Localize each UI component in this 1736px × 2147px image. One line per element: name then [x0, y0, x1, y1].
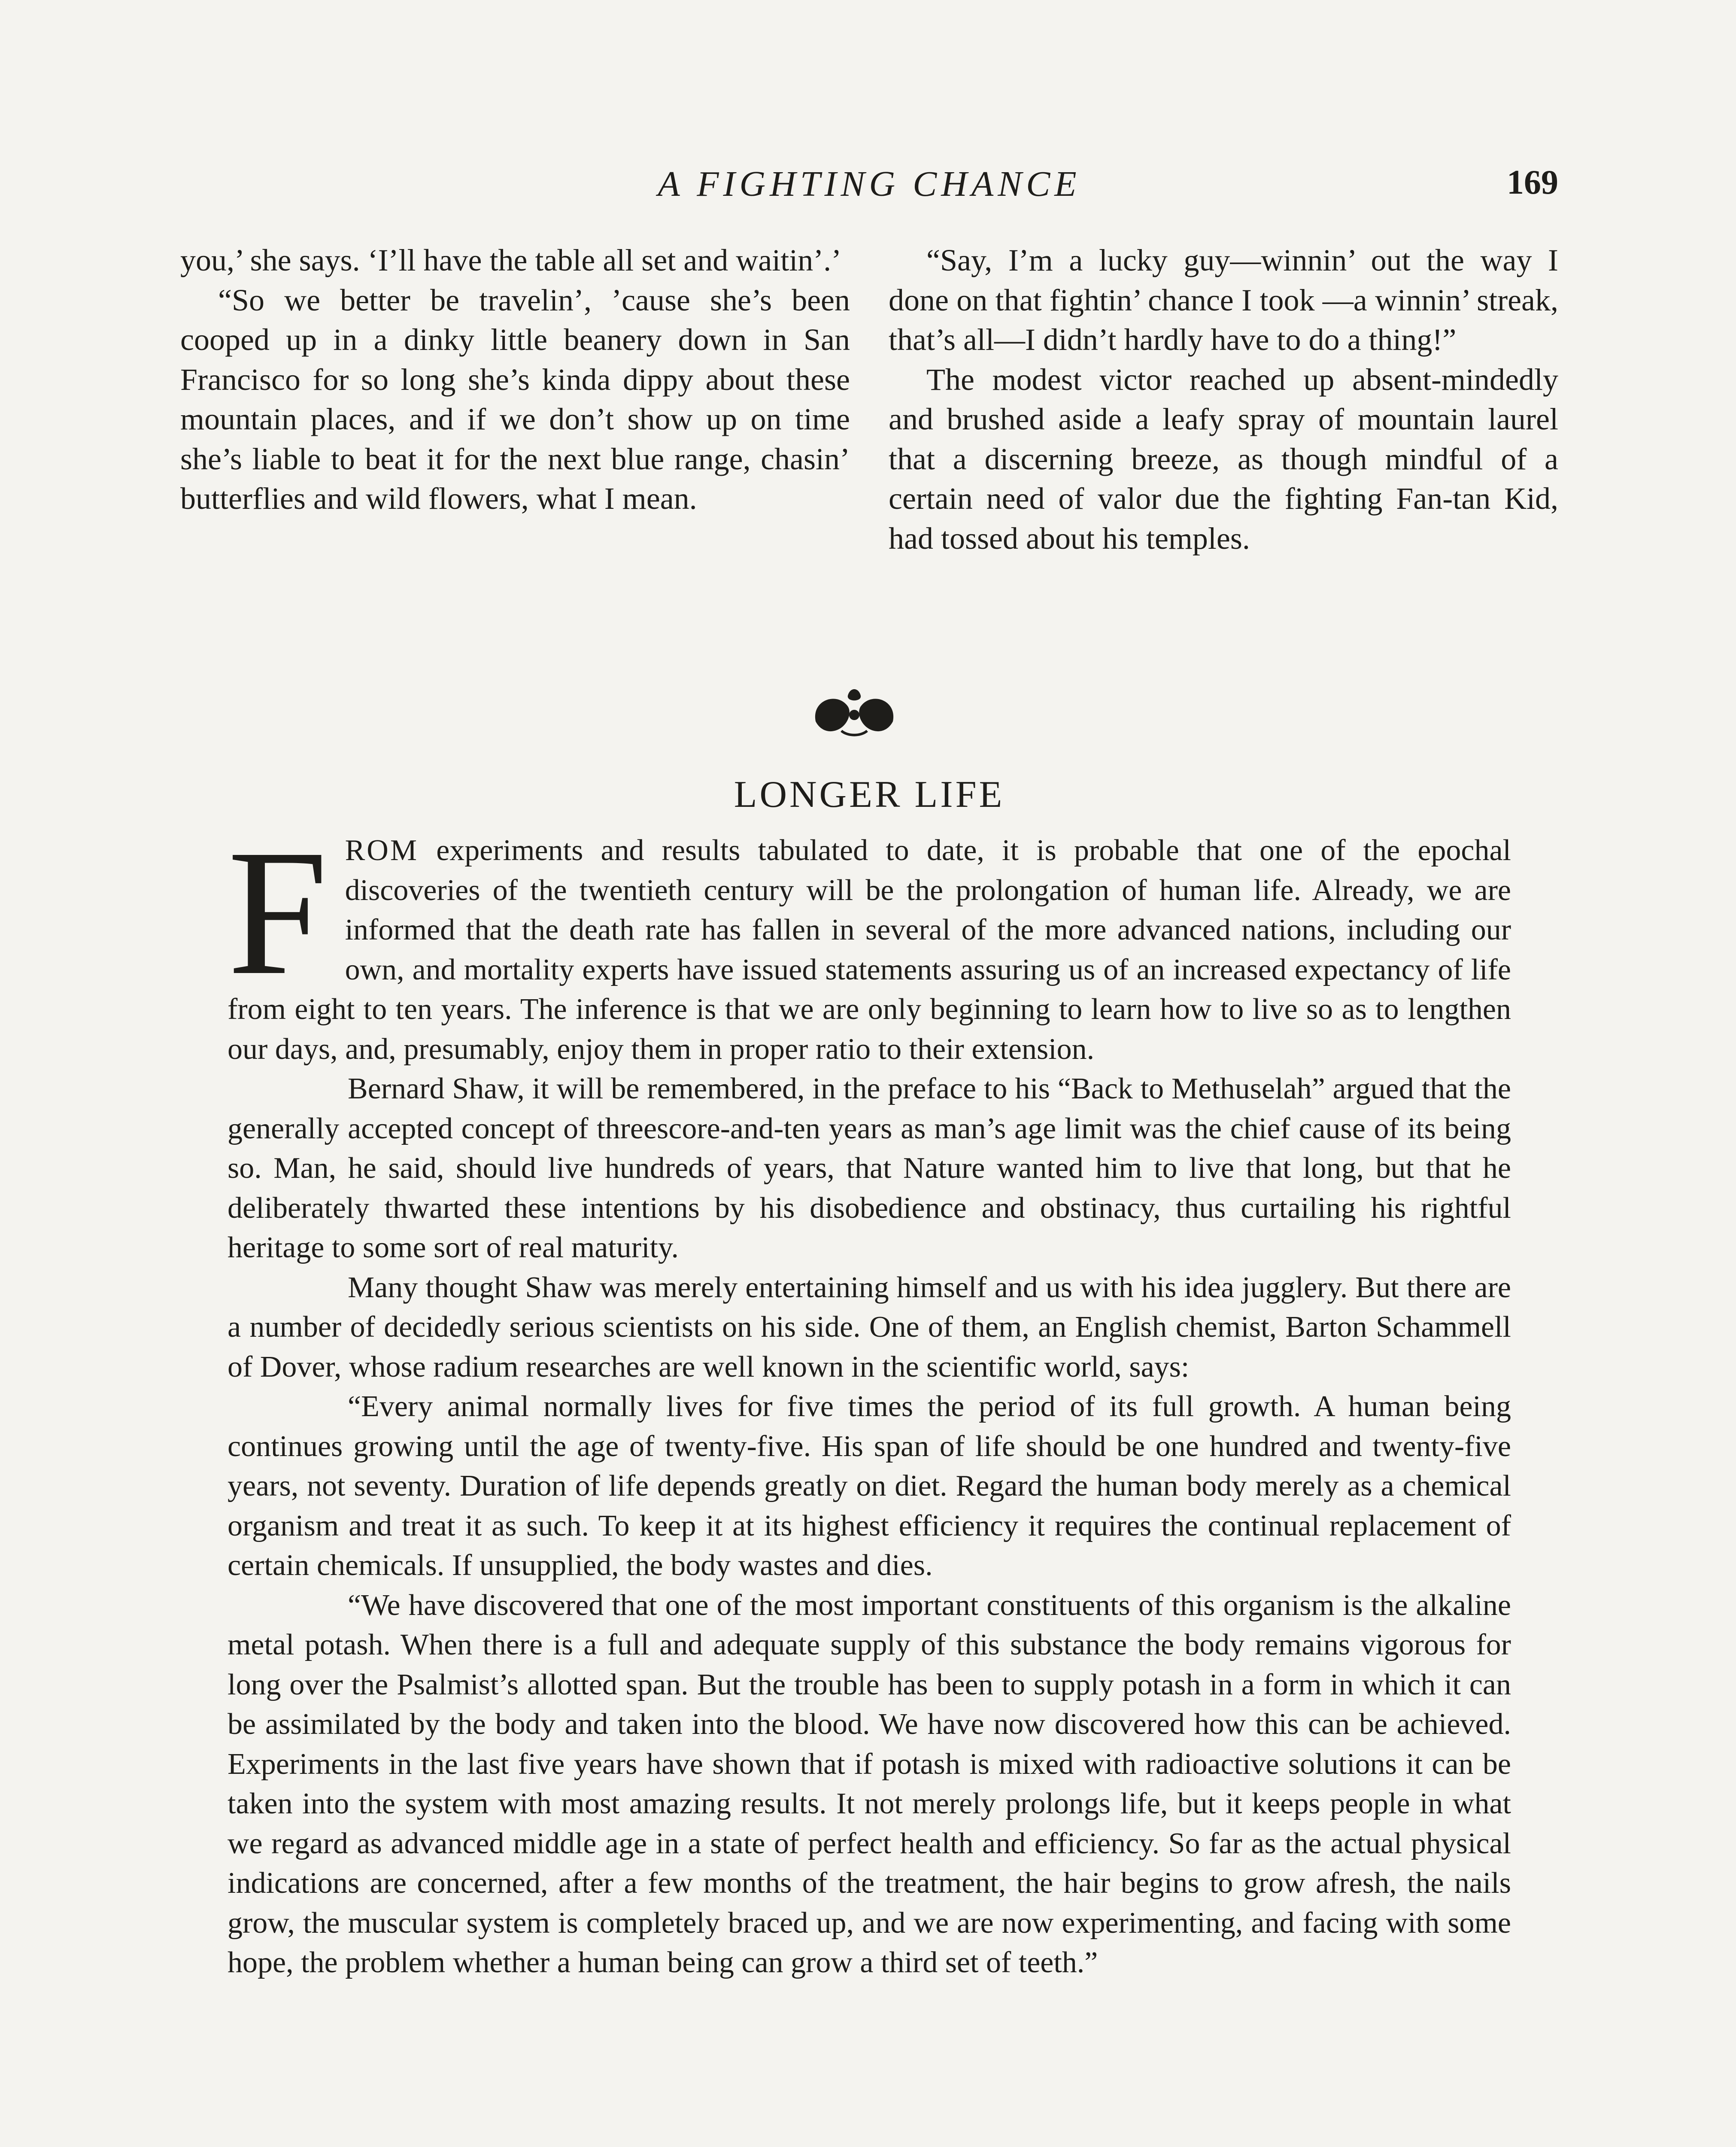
- article-body: [228, 812, 1511, 1983]
- left-paragraph: you,’ she says. ‘I’ll have the table all set and waitin’.’: [180, 243, 842, 277]
- right-paragraph: “Say, I’m a lucky guy—winnin’ out the way I done on that fightin’ chance I took —a winnin’ streak, that’s all—I didn’t hardly have to do a thing!”: [889, 243, 1558, 357]
- article-paragraph: Bernard Shaw, it will be remembered, in the preface to his “Back to Methuselah” argued that the generally accepted concept of threescore-and-ten years as man’s age limit was the chief cause of its being so. Man, he said, should live hundreds of years, that Nature wanted him to live that long, but that he deliberately thwarted these intentions by his disobedience and obstinacy, thus curtailing his rightful heritage to some sort of real maturity.: [228, 1072, 1511, 1264]
- right-paragraph: The modest victor reached up absent-mindedly and brushed aside a leafy spray of mountain laurel that a discerning breeze, as though mindful of a certain need of valor due the fighting Fan-tan Kid, had tossed about his temples.: [889, 362, 1558, 556]
- page-header: [180, 163, 1558, 219]
- right-column: [889, 240, 1558, 558]
- running-title: A FIGHTING CHANCE: [658, 164, 1081, 204]
- article-paragraph: “We have discovered that one of the most important constituents of this organism is the alkaline metal potash. When there is a full and adequate supply of this substance the body remains vigorous for long over the Psalmist’s allotted span. But the trouble has been to supply potash in a form in which it can be assimilated by the body and taken into the blood. We have now discovered how this can be achieved. Experiments in the last five years have shown that if potash is mixed with radioactive solutions it can be taken into the system with most amazing results. It not merely prolongs life, but it keeps people in what we regard as advanced middle age in a state of perfect health and efficiency. So far as the actual physical indications are concerned, after a few months of the treatment, the hair begins to grow afresh, the nails grow, the muscular system is completely braced up, and we are now experimenting, and facing with some hope, the problem whether a human being can grow a third set of teeth.”: [228, 1588, 1511, 1979]
- article-paragraph: “Every animal normally lives for five times the period of its full growth. A human being continues growing until the age of twenty-five. His span of life should be one hundred and twenty-five years, not seventy. Duration of life depends greatly on diet. Regard the human body merely as a chemical organism and treat it as such. To keep it at its highest efficiency it requires the continual replacement of certain chemicals. If unsupplied, the body wastes and dies.: [228, 1390, 1511, 1582]
- article-title: LONGER LIFE: [734, 774, 1005, 815]
- left-paragraph: “So we better be travelin’, ’cause she’s been cooped up in a dinky little beanery down in San Francisco for so long she’s kinda dippy about these mountain places, and if we don’t show up on time she’s liable to beat it for the next blue range, chasin’ butterflies and wild flowers, what I mean.: [180, 283, 850, 516]
- drop-cap: F: [228, 812, 328, 1012]
- first-paragraph-text: experiments and results tabulated to date, it is probable that one of the epochal discoveries of the twentieth century will be the prolongation of human life. Already, we are informed that the death rate has fallen in several of the more advanced nations, including our own, and mortality experts have issued statements assuring us of an increased expectancy of life from eight to ten years. The inference is that we are only beginning to learn how to live so as to lengthen our days, and, presumably, enjoy them in proper ratio to their extension.: [228, 834, 1511, 1066]
- article-paragraph: Many thought Shaw was merely entertaining himself and us with his idea jugglery. But there are a number of decidedly serious scientists on his side. One of them, an English chemist, Barton Schammell of Dover, whose radium researches are well known in the scientific world, says:: [228, 1271, 1511, 1384]
- page-number: 169: [1507, 164, 1558, 201]
- decorative-vignette-icon: [811, 683, 897, 739]
- story-ending-columns: [180, 240, 1558, 558]
- article-first-paragraph: [228, 812, 1511, 1069]
- left-column: [180, 240, 850, 558]
- first-word: ROM: [345, 834, 419, 867]
